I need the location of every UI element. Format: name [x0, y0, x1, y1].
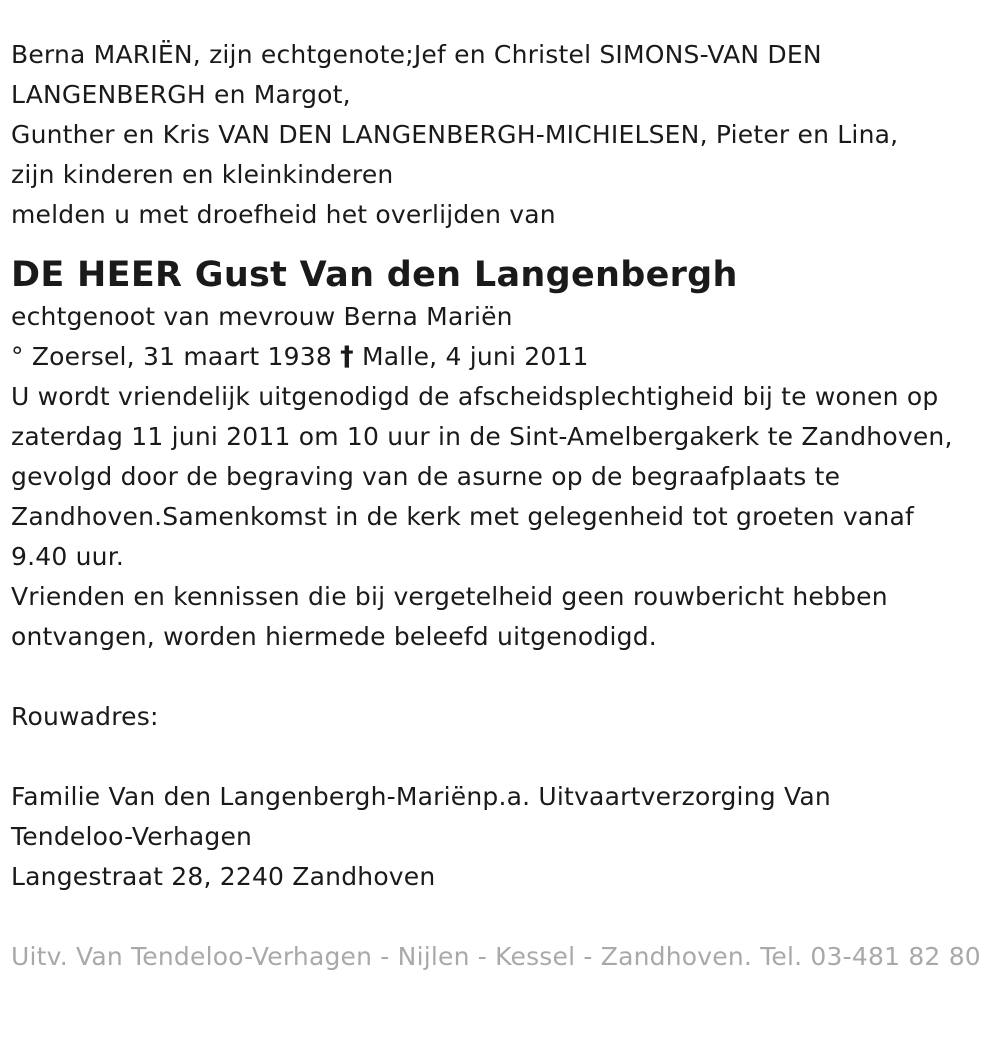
- invitation-line: gevolgd door de begraving van de asurne op de begraafplaats te: [11, 462, 841, 491]
- deceased-title: DE HEER Gust Van den Langenbergh: [11, 255, 738, 295]
- spacer: [11, 657, 1000, 697]
- death-text: Malle, 4 juni 2011: [362, 342, 589, 371]
- address-line: Familie Van den Langenbergh-Mariënp.a. Uitvaartverzorging Van: [11, 782, 831, 811]
- family-line: Gunther en Kris VAN DEN LANGENBERGH-MICHIELSEN, Pieter en Lina,: [11, 120, 899, 149]
- invitation-section: [11, 377, 1000, 657]
- address-section: [11, 777, 1000, 897]
- invitation-line: U wordt vriendelijk uitgenodigd de afscheidsplechtigheid bij te wonen op: [11, 382, 939, 411]
- family-line: Berna MARIËN, zijn echtgenote;Jef en Christel SIMONS-VAN DEN: [11, 40, 822, 69]
- dates-line: [11, 337, 1000, 377]
- invitation-line: Vrienden en kennissen die bij vergetelheid geen rouwbericht hebben: [11, 582, 888, 611]
- invitation-line: zaterdag 11 juni 2011 om 10 uur in de Sint-Amelbergakerk te Zandhoven,: [11, 422, 953, 451]
- spacer: [11, 897, 1000, 937]
- birth-text: ° Zoersel, 31 maart 1938: [11, 342, 332, 371]
- invitation-line: ontvangen, worden hiermede beleefd uitgenodigd.: [11, 622, 657, 651]
- address-line: Tendeloo-Verhagen: [11, 822, 253, 851]
- funeral-home-footer: Uitv. Van Tendeloo-Verhagen - Nijlen - Kessel - Zandhoven. Tel. 03-481 82 80: [11, 942, 981, 971]
- cross-icon: †: [340, 341, 354, 372]
- family-line: LANGENBERGH en Margot,: [11, 80, 351, 109]
- family-line: melden u met droefheid het overlijden van: [11, 200, 556, 229]
- address-line: Langestraat 28, 2240 Zandhoven: [11, 862, 436, 891]
- family-line: zijn kinderen en kleinkinderen: [11, 160, 394, 189]
- spouse-line: echtgenoot van mevrouw Berna Mariën: [11, 302, 513, 331]
- family-section: [11, 35, 1000, 235]
- invitation-line: Zandhoven.Samenkomst in de kerk met gelegenheid tot groeten vanaf: [11, 502, 914, 531]
- rouwadres-label: Rouwadres:: [11, 702, 159, 731]
- spacer: [11, 737, 1000, 777]
- invitation-line: 9.40 uur.: [11, 542, 125, 571]
